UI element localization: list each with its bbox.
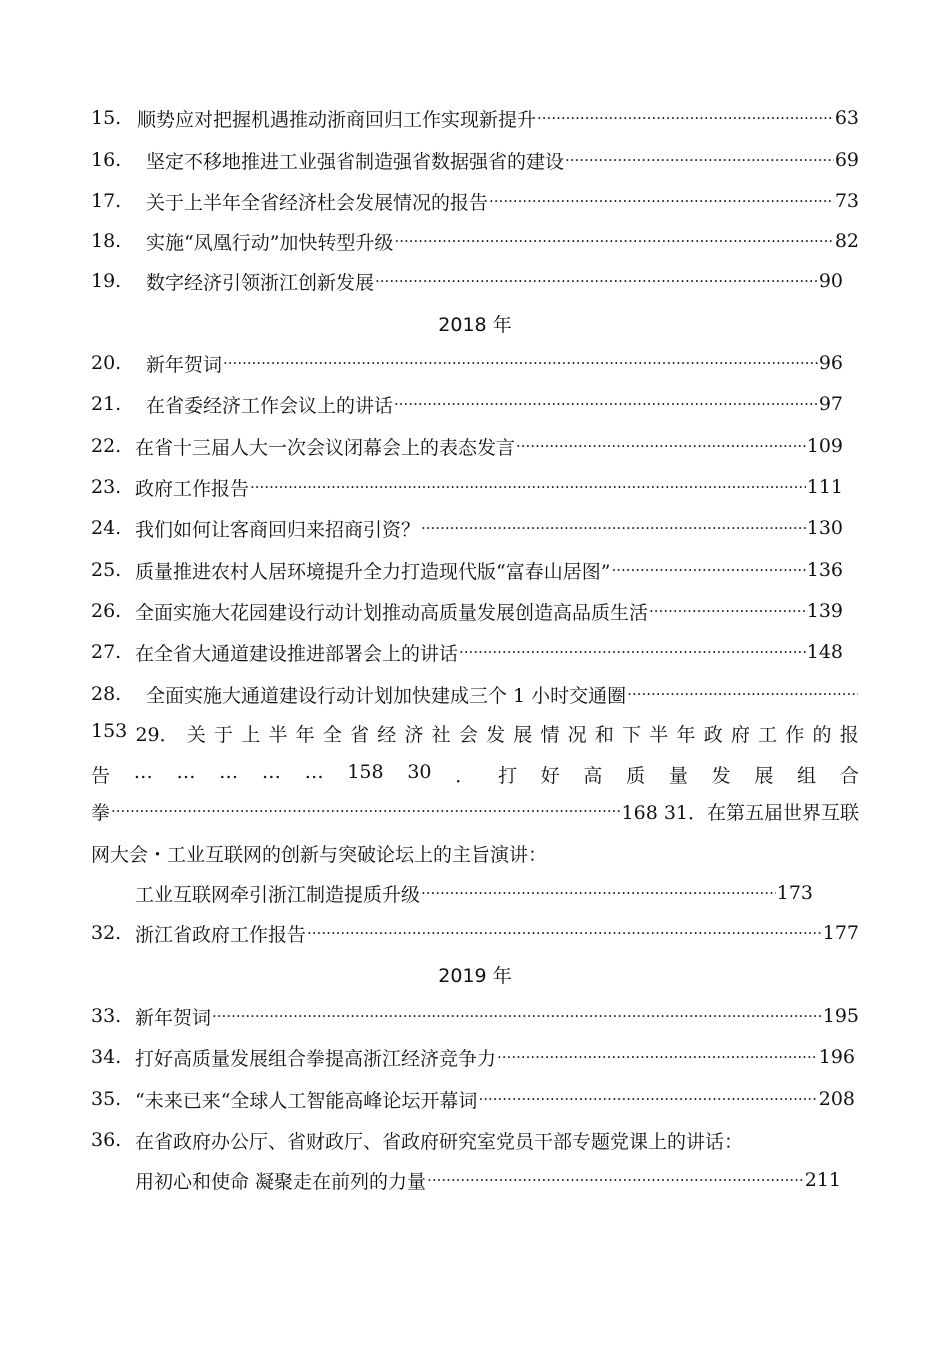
run-on-line[interactable] bbox=[91, 796, 859, 826]
toc-entry[interactable] bbox=[91, 513, 843, 543]
run-token: 半 bbox=[268, 724, 288, 746]
dot-leader bbox=[307, 924, 822, 942]
run-token: 府 bbox=[730, 724, 750, 746]
entry-number: 20. bbox=[91, 352, 122, 374]
dot-leader bbox=[516, 437, 806, 455]
entry-title: 我们如何让客商回归来招商引资？ bbox=[135, 518, 421, 541]
entry-number: 18. bbox=[91, 230, 122, 252]
run-on-line bbox=[91, 720, 859, 747]
run-token: 于 bbox=[214, 724, 234, 746]
entry-number: 27. bbox=[91, 641, 122, 663]
dot-leader bbox=[250, 478, 806, 496]
entry-page: 173 bbox=[776, 882, 813, 904]
run-token: 量 bbox=[668, 765, 688, 787]
run-token: 组 bbox=[797, 765, 817, 787]
entry-title: 顺势应对把握机遇推动浙商回归工作实现新提升 bbox=[137, 108, 537, 131]
run-token: 告 bbox=[91, 765, 111, 787]
run-token: 况 bbox=[567, 724, 587, 746]
entry-page: 211 bbox=[804, 1169, 841, 1191]
run-token: 打 bbox=[497, 765, 517, 787]
dot-leader bbox=[427, 1171, 804, 1189]
entry-page: 177 bbox=[822, 922, 859, 944]
entry-title: 新年贺词 bbox=[146, 353, 223, 376]
run-token: 高 bbox=[583, 765, 603, 787]
run-token: … bbox=[304, 761, 324, 783]
run-token: 全 bbox=[322, 724, 342, 746]
run-token: … bbox=[133, 761, 153, 783]
run-token: 作 bbox=[785, 724, 805, 746]
toc-entry[interactable] bbox=[91, 1125, 859, 1155]
toc-entry[interactable] bbox=[91, 431, 843, 461]
entry-title: 政府工作报告 bbox=[135, 477, 250, 500]
entry-number: 34. bbox=[91, 1046, 122, 1068]
entry-title: 关于上半年全省经济杜会发展情况的报告 bbox=[146, 191, 489, 214]
run-token: 153 bbox=[91, 720, 128, 742]
run-token: 社 bbox=[431, 724, 451, 746]
entry-number: 22. bbox=[91, 435, 122, 457]
run-token: 年 bbox=[295, 724, 315, 746]
dot-leader bbox=[537, 109, 834, 127]
toc-entry[interactable] bbox=[91, 918, 859, 948]
dot-leader bbox=[111, 802, 621, 820]
entry-title: 在省十三届人大一次会议闭幕会上的表态发言 bbox=[135, 436, 516, 459]
entry-page: 90 bbox=[818, 270, 843, 292]
run-token: 半 bbox=[649, 724, 669, 746]
entry-page: 208 bbox=[818, 1088, 855, 1110]
entry-number: 35. bbox=[91, 1088, 122, 1110]
entry-title: “未来已来“全球人工智能高峰论坛开幕词 bbox=[135, 1089, 478, 1112]
entry-31-title-line: 网大会・工业互联网的创新与突破论坛上的主旨演讲： bbox=[91, 844, 548, 866]
entry-page: 148 bbox=[806, 641, 843, 663]
entry-number: 24. bbox=[91, 517, 122, 539]
run-token: 好 bbox=[540, 765, 560, 787]
run-token: 下 bbox=[622, 724, 642, 746]
year-heading: 2019 年 bbox=[438, 965, 512, 987]
run-token: 关 bbox=[186, 724, 206, 746]
entry-number: 26. bbox=[91, 600, 122, 622]
dot-leader bbox=[627, 685, 858, 703]
entry-title: 工业互联网牵引浙江制造提质升级 bbox=[135, 883, 421, 906]
toc-entry[interactable] bbox=[91, 348, 843, 378]
run-start: 拳 bbox=[91, 801, 111, 824]
run-token: 和 bbox=[594, 724, 614, 746]
toc-entry[interactable] bbox=[91, 1084, 855, 1114]
entry-page: 73 bbox=[834, 190, 859, 212]
entry-number: 25. bbox=[91, 559, 122, 581]
toc-entry-continuation[interactable] bbox=[135, 1165, 841, 1195]
toc-entry[interactable] bbox=[91, 472, 843, 502]
toc-entry[interactable] bbox=[91, 637, 843, 667]
entry-page: 130 bbox=[806, 517, 843, 539]
toc-entry[interactable] bbox=[91, 266, 843, 296]
run-token: 政 bbox=[703, 724, 723, 746]
run-token: 的 bbox=[812, 724, 832, 746]
entry-title: 在省政府办公厅、省财政厅、省政府研究室党员干部专题党课上的讲话： bbox=[135, 1130, 744, 1153]
entry-title: 全面实施大通道建设行动计划加快建成三个 1 小时交通圈 bbox=[146, 684, 627, 707]
run-token: 展 bbox=[513, 724, 533, 746]
entry-title: 在全省大通道建设推进部署会上的讲话 bbox=[135, 642, 459, 665]
entry-title: 浙江省政府工作报告 bbox=[135, 923, 307, 946]
entry-title: 新年贺词 bbox=[135, 1006, 212, 1029]
run-token: 质 bbox=[626, 765, 646, 787]
entry-title: 质量推进农村人居环境提升全力打造现代版“富春山居图” bbox=[135, 560, 611, 583]
entry-page: 195 bbox=[822, 1005, 859, 1027]
entry-number: 33. bbox=[91, 1005, 122, 1027]
toc-entry[interactable] bbox=[91, 679, 859, 709]
run-token: 合 bbox=[839, 765, 859, 787]
entry-number: 36. bbox=[91, 1129, 122, 1151]
run-token: 经 bbox=[377, 724, 397, 746]
toc-entry[interactable] bbox=[91, 596, 843, 626]
entry-page: 82 bbox=[834, 230, 859, 252]
dot-leader bbox=[212, 1007, 822, 1025]
run-token: … bbox=[261, 761, 281, 783]
entry-page: 139 bbox=[806, 600, 843, 622]
entry-title: 在省委经济工作会议上的讲话 bbox=[146, 394, 394, 417]
run-token: 情 bbox=[540, 724, 560, 746]
toc-entry[interactable] bbox=[91, 389, 843, 419]
entry-page: 63 bbox=[834, 107, 859, 129]
run-token: 济 bbox=[404, 724, 424, 746]
run-token: 会 bbox=[458, 724, 478, 746]
dot-leader bbox=[394, 232, 833, 250]
entry-number: 17. bbox=[91, 190, 122, 212]
run-token: 工 bbox=[758, 724, 778, 746]
toc-entry[interactable] bbox=[91, 145, 859, 175]
dot-leader bbox=[489, 192, 834, 210]
dot-leader bbox=[394, 395, 818, 413]
run-token: 上 bbox=[241, 724, 261, 746]
entry-page: 109 bbox=[806, 435, 843, 457]
entry-number: 23. bbox=[91, 476, 122, 498]
toc-entry-continuation[interactable] bbox=[135, 878, 813, 908]
run-token: 展 bbox=[754, 765, 774, 787]
run-token: 报 bbox=[839, 724, 859, 746]
dot-leader bbox=[565, 151, 834, 169]
dot-leader bbox=[421, 884, 776, 902]
entry-number: 21. bbox=[91, 393, 122, 415]
entry-page: 111 bbox=[806, 476, 843, 498]
entry-page: 69 bbox=[834, 149, 859, 171]
entry-title: 用初心和使命 凝聚走在前列的力量 bbox=[135, 1170, 427, 1193]
run-token: 30 bbox=[407, 761, 432, 783]
toc-entry[interactable] bbox=[91, 226, 859, 256]
run-token: 发 bbox=[486, 724, 506, 746]
run-token: 29． bbox=[135, 724, 179, 746]
toc-entry[interactable] bbox=[91, 1001, 859, 1031]
toc-entry[interactable] bbox=[91, 555, 843, 585]
dot-leader bbox=[421, 519, 806, 537]
entry-page: 97 bbox=[818, 393, 843, 415]
entry-page: 96 bbox=[818, 352, 843, 374]
toc-entry[interactable] bbox=[91, 1042, 855, 1072]
entry-title: 实施“凤凰行动”加快转型升级 bbox=[146, 231, 394, 254]
year-heading: 2018 年 bbox=[438, 314, 512, 336]
run-token: 158 bbox=[347, 761, 384, 783]
run-token: … bbox=[219, 761, 239, 783]
dot-leader bbox=[375, 272, 818, 290]
entry-number: 28. bbox=[91, 683, 122, 705]
dot-leader bbox=[611, 561, 805, 579]
entry-number: 16. bbox=[91, 149, 122, 171]
entry-number: 15. bbox=[91, 107, 122, 129]
entry-page: 196 bbox=[818, 1046, 855, 1068]
run-tail: 168 31．在第五届世界互联 bbox=[621, 801, 859, 824]
toc-entry[interactable] bbox=[91, 186, 859, 216]
run-on-line bbox=[91, 761, 859, 788]
dot-leader bbox=[459, 643, 806, 661]
run-token: 省 bbox=[350, 724, 370, 746]
entry-page: 136 bbox=[806, 559, 843, 581]
entry-title: 全面实施大花园建设行动计划推动高质量发展创造高品质生活 bbox=[135, 601, 649, 624]
toc-entry[interactable] bbox=[91, 103, 859, 133]
run-token: 发 bbox=[711, 765, 731, 787]
entry-title: 坚定不移地推进工业强省制造强省数据强省的建设 bbox=[146, 150, 565, 173]
dot-leader bbox=[497, 1048, 818, 1066]
dot-leader bbox=[223, 354, 818, 372]
entry-title: 数字经济引领浙江创新发展 bbox=[146, 271, 375, 294]
dot-leader bbox=[478, 1090, 817, 1108]
entry-number: 32. bbox=[91, 922, 122, 944]
run-token: 年 bbox=[676, 724, 696, 746]
run-token: … bbox=[176, 761, 196, 783]
run-token: ． bbox=[455, 765, 475, 787]
entry-title: 打好高质量发展组合拳提高浙江经济竞争力 bbox=[135, 1047, 497, 1070]
dot-leader bbox=[649, 602, 806, 620]
entry-number: 19. bbox=[91, 270, 122, 292]
